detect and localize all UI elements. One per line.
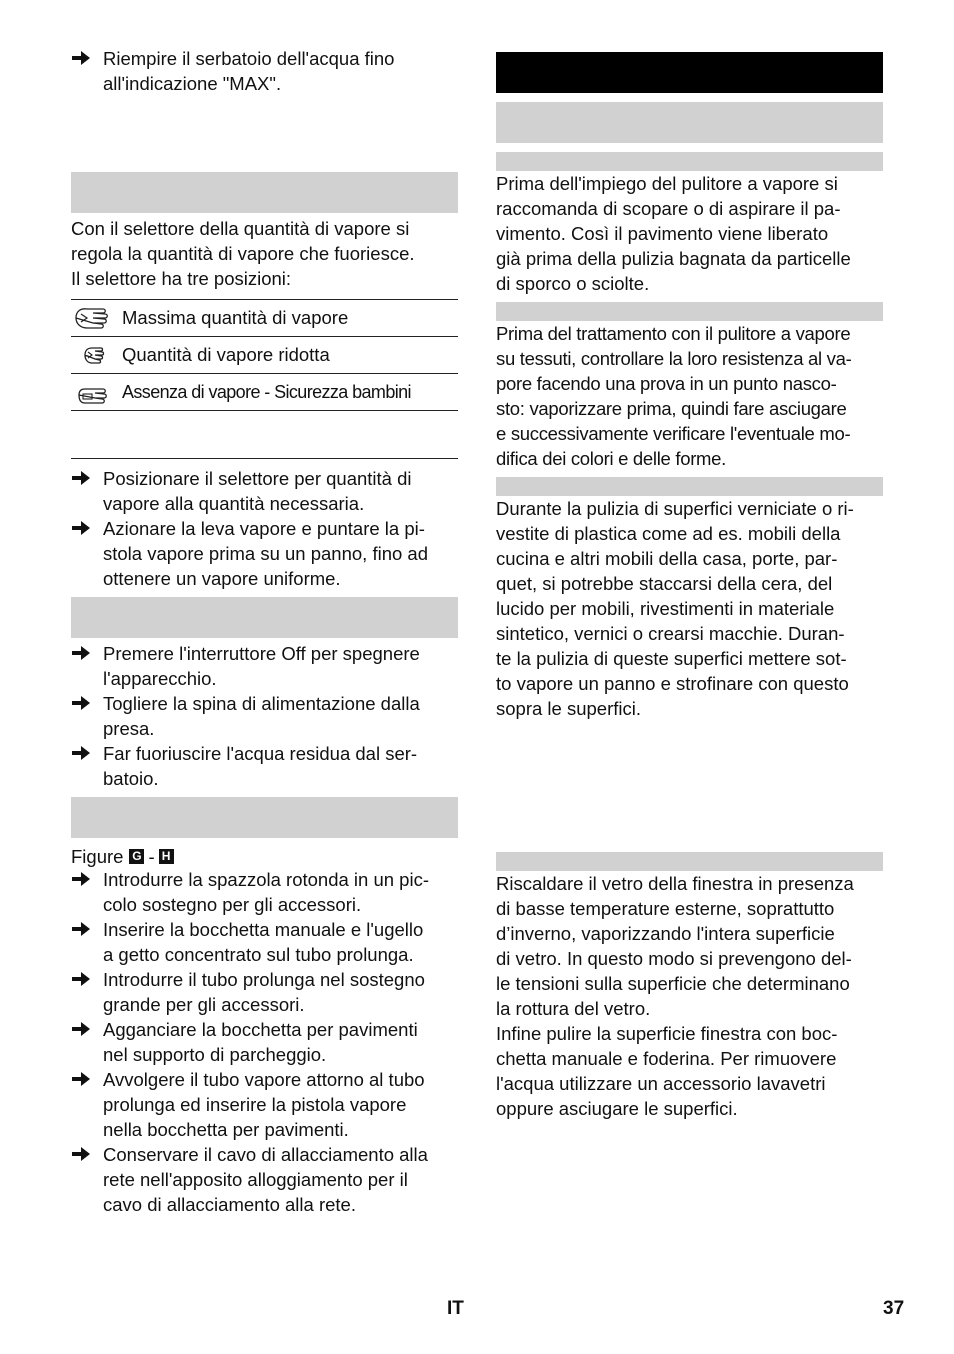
- language-code: IT: [447, 1298, 464, 1319]
- section-heading-bar-storage: [71, 797, 458, 838]
- windows-paragraph: Riscaldare il vetro della finestra in presenza di basse temperature esterne, soprattutto d’inverno, vaporizzando l'intera superficie di vetro. In questo modo si prevengono del- le tensioni sulla superficie che determinano la rottura del vetro. Infine pulire la superficie finestra con boc- chetta manuale e foderina. Per rimuovere l'acqua utilizzare un accessorio lavavetri oppure asciugare le superfici.: [496, 873, 854, 1119]
- subsection-bar-textiles: [496, 302, 883, 321]
- chapter-heading-bar: [496, 52, 883, 93]
- arrow-bullet-icon: [71, 744, 91, 762]
- textiles-paragraph: Prima del trattamento con il pulitore a vapore su tessuti, controllare la loro resistenza al va- pore facendo una prova in un punto nasco- sto: vaporizzare prima, quindi fare asciugare e successivamente verificare l'eventuale mo- difica dei colori e delle forme.: [496, 323, 852, 469]
- selector-label-max: Massima quantità di vapore: [122, 307, 349, 328]
- figure-h-badge: H: [159, 849, 174, 864]
- subsection-bar-windows: [496, 852, 883, 871]
- divider-line: [71, 458, 458, 459]
- surfaces-paragraph: Durante la pulizia di superfici verniciate o ri- vestite di plastica come ad es. mobili della cucina e altri mobili della casa, porte, par- quet, si potrebbe staccarsi della cera, del lucido per mobili, rivestimenti in materiale sintetico, vernici o crearsi macchie. Duran- te la pulizia di queste superfici mettere sot- to vapore un panno e strofinare con questo sopra le superfici.: [496, 498, 854, 719]
- child-lock-icon: [73, 379, 109, 405]
- figure-g-badge: G: [129, 849, 144, 864]
- arrow-bullet-icon: [71, 970, 91, 988]
- max-steam-icon: [73, 305, 109, 331]
- selector-row-reduced: [71, 336, 458, 373]
- subsection-bar-surfaces: [496, 477, 883, 496]
- arrow-bullet-icon: [71, 1020, 91, 1038]
- arrow-bullet-icon: [71, 644, 91, 662]
- selector-row-max: [71, 299, 458, 336]
- arrow-bullet-icon: [71, 870, 91, 888]
- arrow-bullet-icon: [71, 1145, 91, 1163]
- selector-intro-paragraph: Con il selettore della quantità di vapore si regola la quantità di vapore che fuoriesce. Il selettore ha tre posizioni:: [71, 218, 415, 289]
- subsection-bar-floor: [496, 152, 883, 171]
- reduced-steam-icon: [73, 342, 109, 368]
- arrow-bullet-icon: [71, 1070, 91, 1088]
- section-heading-bar-steam-selector: [71, 172, 458, 213]
- selector-label-child-lock: Assenza di vapore - Sicurezza bambini: [122, 382, 411, 402]
- arrow-bullet-icon: [71, 920, 91, 938]
- floor-paragraph: Prima dell'impiego del pulitore a vapore si raccomanda di scopare o di aspirare il pa- vimento. Così il pavimento viene liberato già prima della pulizia bagnata da particelle di sporco o sciolte.: [496, 173, 851, 294]
- arrow-bullet-icon: [71, 694, 91, 712]
- section-heading-bar-switch-off: [71, 597, 458, 638]
- arrow-bullet-icon: [71, 519, 91, 537]
- selector-label-reduced: Quantità di vapore ridotta: [122, 344, 330, 365]
- selector-row-child-lock: [71, 373, 458, 411]
- manual-page: Riempire il serbatoio dell'acqua fino all'indicazione "MAX". Con il selettore della quantità di vapore si regola la quantità di vapore che fuoriesce. Il selettore ha tre posizioni: Massima quantità di vapore Quantità di vapore ridotta Assenza di vapore - Sicurezza bambini Posizionare il selettore per quantità di vapore alla quantità necessaria. Azionare la leva vapore e puntare la pi- stola vapore prima su un panno, fino ad ottenere un vapore uniforme. Premere l'interruttore Off per spegnere l'apparecchio. Togliere la spina di alimentazione dalla presa. Far fuoriuscire l'acqua residua dal ser- batoio. Figure G - H Introdurre la spazzola rotonda in un pic- colo sostegno per gli accessori. Inserire la bocchetta manuale e l'ugello a getto concentrato sul tubo prolunga. Introdurre il tubo prolunga nel sostegno grande per gli accessori. Agganciare la bocchetta per pavimenti nel supporto di parcheggio. Avvolgere il tubo vapore attorno al tubo prolunga ed inserire la pistola vapore nella bocchetta per pavimenti. Conservare il cavo di allacciamento alla rete nell'apposito alloggiamento per il cavo di allacciamento alla rete. Prima dell'impiego del pulitore a vapore si raccomanda di scopare o di aspirare il pa- vimento. Così il pavimento viene liberato già prima della pulizia bagnata da particelle di sporco o sciolte. Prima del trattamento con il pulitore a vapore su tessuti, controllare la loro resistenza al va- pore facendo una prova in un punto nasco- sto: vaporizzare prima, quindi fare asciugare e successivamente verificare l'eventuale mo- difica dei colori e delle forme. Durante la pulizia di superfici verniciate o ri- vestite di plastica come ad es. mobili della cucina e altri mobili della casa, porte, par- quet, si potrebbe staccarsi della cera, del lucido per mobili, rivestimenti in materiale sintetico, vernici o crearsi macchie. Duran- te la pulizia di queste superfici mettere sot- to vapore un panno e strofinare con questo sopra le superfici. Riscaldare il vetro della finestra in presenza di basse temperature esterne, soprattutto d’inverno, vaporizzando l'intera superficie di vetro. In questo modo si prevengono del- le tensioni sulla superficie che determinano la rottura del vetro. Infine pulire la superficie finestra con boc- chetta manuale e foderina. Per rimuovere l'acqua utilizzare un accessorio lavavetri oppure asciugare le superfici. IT 37: [71, 48, 905, 1319]
- arrow-bullet-icon: [71, 49, 91, 67]
- page-number: 37: [883, 1298, 905, 1319]
- figure-reference: Figure G - H: [71, 844, 178, 869]
- arrow-bullet-icon: [71, 469, 91, 487]
- section-heading-bar-tips: [496, 102, 883, 143]
- selector-positions-table: [71, 299, 458, 411]
